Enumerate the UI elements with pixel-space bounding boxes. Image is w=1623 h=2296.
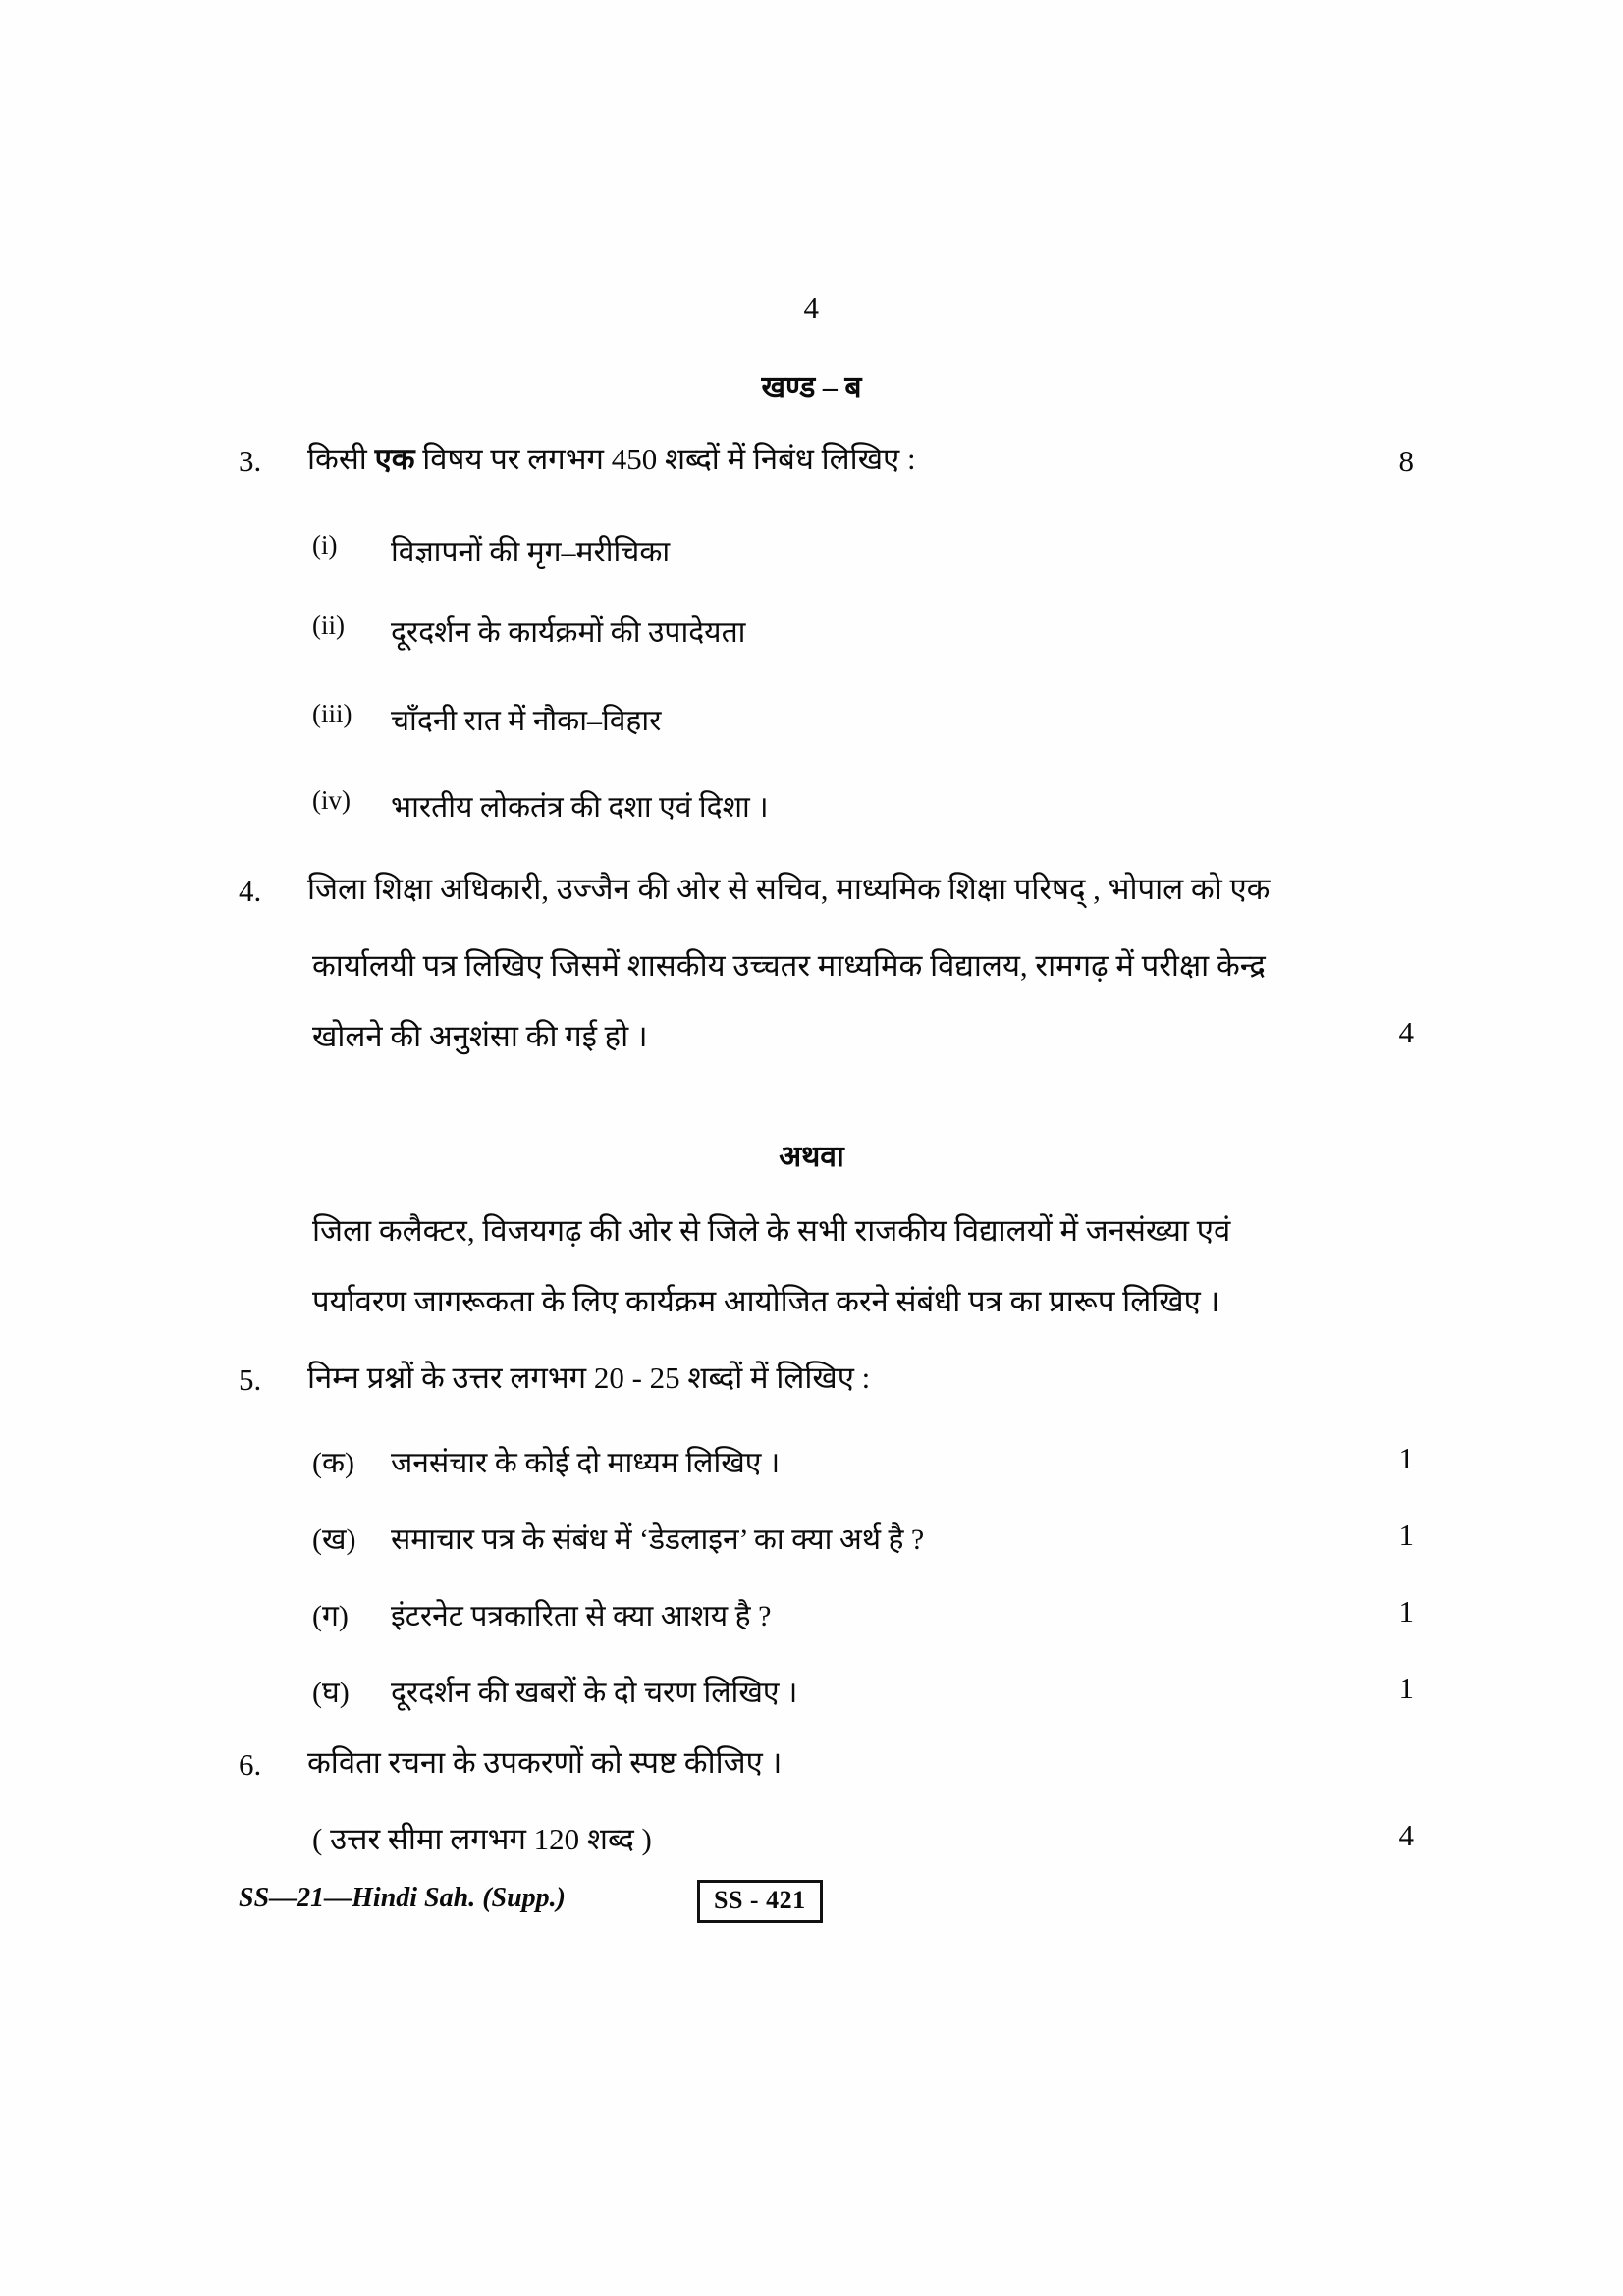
question-3 (239, 444, 1417, 479)
option-text: चाँदनी रात में नौका–विहार (391, 705, 662, 737)
question-6-text: कविता रचना के उपकरणों को स्पष्ट कीजिए । (307, 1745, 783, 1780)
option-label: (iv) (312, 785, 351, 815)
question-6 (239, 1747, 1417, 1783)
question-5-option-gha (312, 1671, 1422, 1711)
option-text: इंटरनेट पत्रकारिता से क्या आशय है ? (391, 1600, 772, 1632)
option-label: (iii) (312, 699, 352, 728)
question-4-alt-line-2: पर्यावरण जागरूकता के लिए कार्यक्रम आयोजित करने संबंधी पत्र का प्रारूप लिखिए । (312, 1284, 1220, 1318)
question-3-option-iii (312, 699, 1422, 739)
option-text: दूरदर्शन की खबरों के दो चरण लिखिए । (391, 1677, 798, 1709)
paper-code: SS - 421 (697, 1880, 823, 1923)
question-4-number: 4. (239, 874, 262, 908)
option-text: भारतीय लोकतंत्र की दशा एवं दिशा । (391, 791, 769, 824)
question-3-number: 3. (239, 444, 262, 478)
question-5-option-ka-marks: 1 (1398, 1441, 1414, 1475)
question-4-marks: 4 (1398, 1015, 1414, 1049)
question-3-text-before: किसी (307, 442, 375, 476)
section-title: खण्ड – ब (761, 371, 862, 403)
option-text: दूरदर्शन के कार्यक्रमों की उपादेयता (391, 616, 746, 649)
question-3-marks: 8 (1398, 444, 1414, 478)
question-4-line-2: कार्यालयी पत्र लिखिए जिसमें शासकीय उच्चतर माध्यमिक विद्यालय, रामगढ़ में परीक्षा केन्द्र (312, 948, 1266, 983)
option-label: (ख) (312, 1523, 356, 1556)
question-5-number: 5. (239, 1362, 262, 1397)
question-6-note: ( उत्तर सीमा लगभग 120 शब्द ) (312, 1822, 652, 1856)
question-4-line-1: जिला शिक्षा अधिकारी, उज्जैन की ओर से सचिव, माध्यमिक शिक्षा परिषद् , भोपाल को एक (307, 872, 1271, 906)
question-4-alt-line-1: जिला कलैक्टर, विजयगढ़ की ओर से जिले के सभी राजकीय विद्यालयों में जनसंख्या एवं (312, 1213, 1231, 1248)
option-label: (ग) (312, 1600, 349, 1632)
question-3-emphasis: एक (374, 442, 415, 476)
option-label: (क) (312, 1447, 355, 1479)
option-label: (घ) (312, 1677, 350, 1709)
question-3-option-iv (312, 785, 1422, 826)
option-label: (ii) (312, 611, 345, 640)
question-3-option-ii (312, 611, 1422, 651)
question-5-option-kha-marks: 1 (1398, 1518, 1414, 1552)
question-5-text: निम्न प्रश्नों के उत्तर लगभग 20 - 25 शब्दों में लिखिए : (307, 1361, 871, 1395)
question-3-text-after: विषय पर लगभग 450 शब्दों में निबंध लिखिए : (414, 442, 916, 476)
option-text: समाचार पत्र के संबंध में ‘डेडलाइन’ का क्या अर्थ है ? (391, 1523, 925, 1556)
question-3-option-i (312, 530, 1422, 570)
question-5-option-ka (312, 1441, 1422, 1481)
question-6-number: 6. (239, 1747, 262, 1782)
question-4-line-3: खोलने की अनुशंसा की गई हो । (312, 1019, 648, 1053)
alternative-label: अथवा (779, 1141, 844, 1173)
question-4 (239, 874, 1417, 909)
footer-paper-label: SS—21—Hindi Sah. (Supp.) (239, 1883, 566, 1913)
page-number: 4 (803, 291, 820, 325)
question-5-option-ga (312, 1594, 1422, 1634)
question-6-marks: 4 (1398, 1818, 1414, 1852)
question-3-text (307, 444, 1417, 474)
question-5 (239, 1362, 1417, 1398)
question-5-option-gha-marks: 1 (1398, 1671, 1414, 1705)
question-5-option-ga-marks: 1 (1398, 1594, 1414, 1629)
question-5-option-kha (312, 1518, 1422, 1558)
option-label: (i) (312, 530, 338, 560)
footer-code-box (697, 1880, 823, 1923)
option-text: विज्ञापनों की मृग–मरीचिका (391, 536, 671, 568)
option-text: जनसंचार के कोई दो माध्यम लिखिए । (391, 1447, 781, 1479)
